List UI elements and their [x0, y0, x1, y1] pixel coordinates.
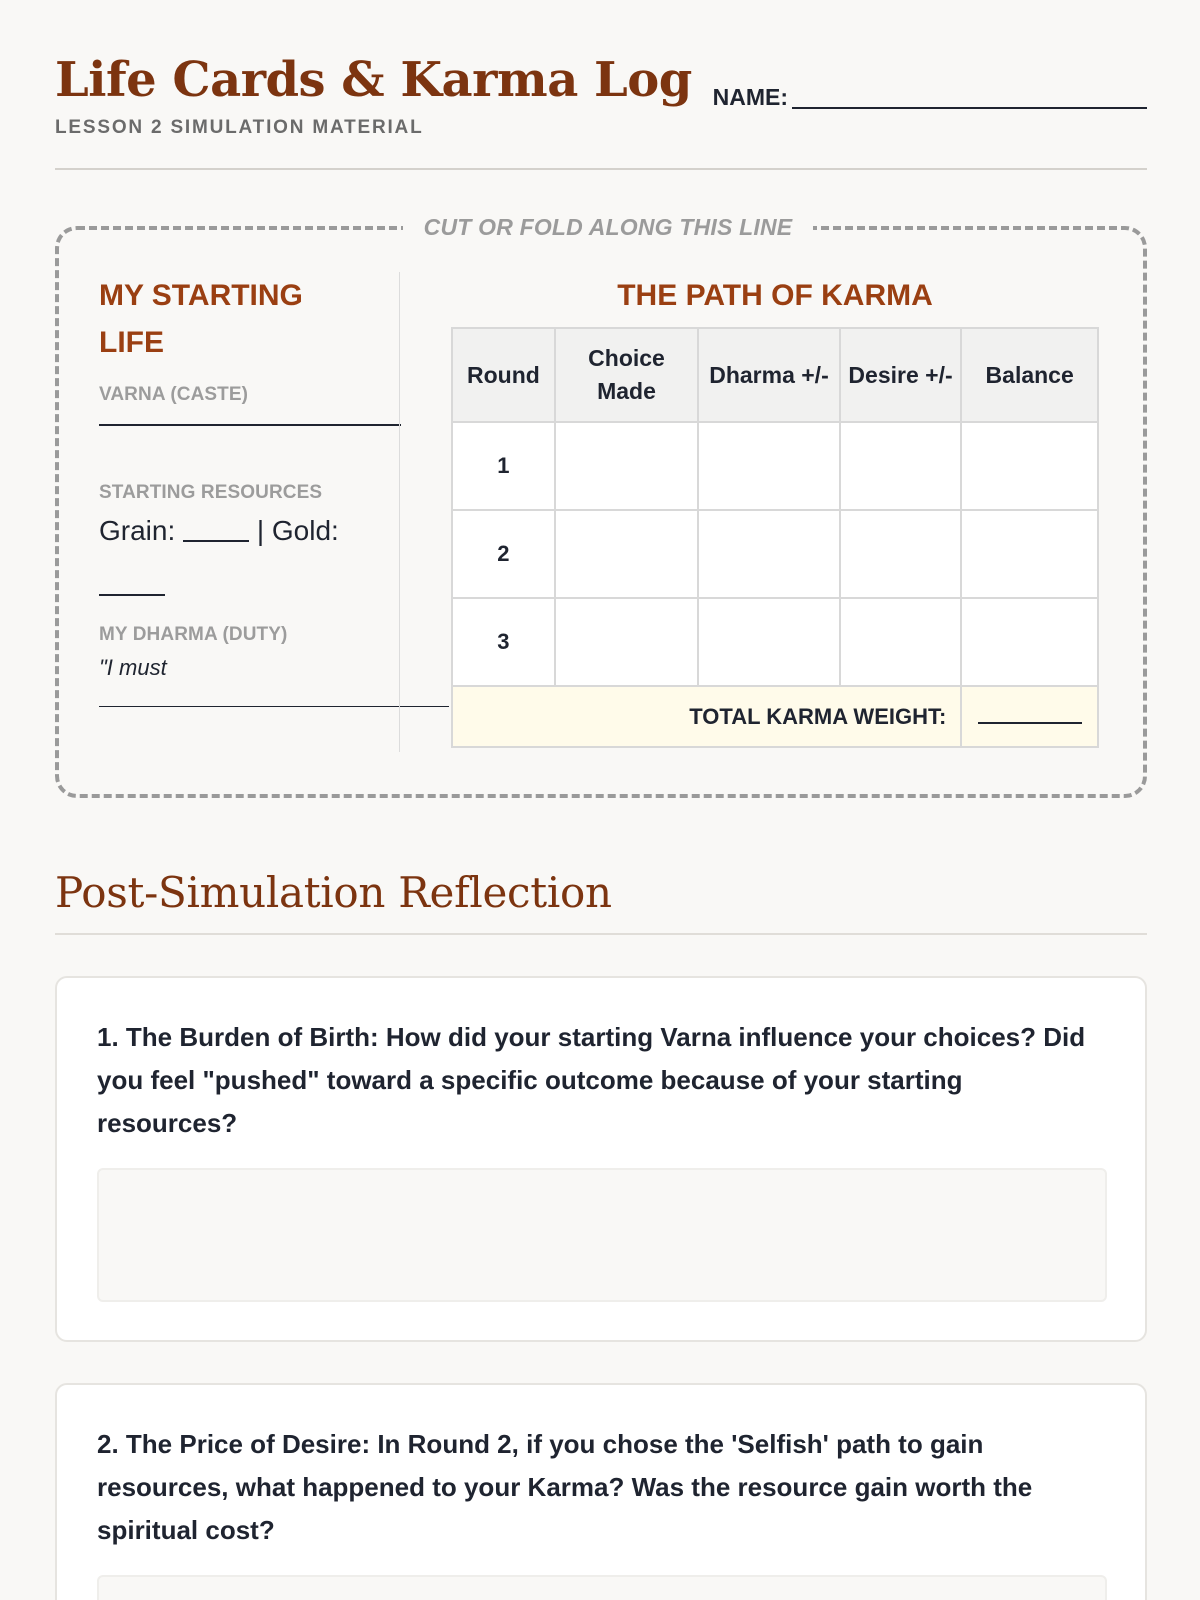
cut-line-label: CUT OR FOLD ALONG THIS LINE [403, 210, 813, 244]
header-choice-made: Choice Made [555, 328, 698, 422]
round-number: 2 [452, 510, 555, 598]
name-field[interactable] [713, 84, 1147, 111]
page-header [55, 0, 1147, 170]
dharma-blank[interactable] [99, 706, 449, 707]
round-number: 3 [452, 598, 555, 686]
resources-label: STARTING RESOURCES [99, 482, 323, 503]
dharma-cell[interactable] [698, 598, 840, 686]
page-subtitle: LESSON 2 SIMULATION MATERIAL [55, 117, 424, 138]
answer-box[interactable] [97, 1168, 1107, 1302]
starting-life-panel [99, 272, 399, 744]
karma-path-panel [451, 272, 1099, 748]
worksheet-page [55, 0, 1147, 1545]
choice-cell[interactable] [555, 598, 698, 686]
resources-line [99, 504, 399, 612]
table-row [452, 510, 1098, 598]
dharma-cell[interactable] [698, 510, 840, 598]
page-title: Life Cards & Karma Log [55, 52, 692, 108]
question-text: 1. The Burden of Birth: How did your starting Varna influence your choices? Did you feel "pushed" toward a specific outcome because of your starting resources? [97, 1022, 1086, 1138]
gold-blank[interactable] [99, 574, 165, 596]
round-number: 1 [452, 422, 555, 510]
question-card [55, 1383, 1147, 1600]
desire-cell[interactable] [840, 510, 962, 598]
balance-cell[interactable] [961, 598, 1098, 686]
total-row [452, 686, 1098, 747]
total-karma-line [978, 706, 1082, 724]
varna-blank[interactable] [99, 424, 401, 426]
choice-cell[interactable] [555, 510, 698, 598]
reflection-divider [55, 933, 1147, 935]
cut-box [55, 214, 1147, 798]
question-text: 2. The Price of Desire: In Round 2, if you chose the 'Selfish' path to gain resources, what happened to your Karma? Was the resource gain worth the spiritual cost? [97, 1429, 1033, 1545]
column-divider [399, 272, 400, 752]
gold-label: Gold: [271, 515, 339, 546]
dharma-cell[interactable] [698, 422, 840, 510]
name-line[interactable] [792, 89, 1147, 109]
header-balance: Balance [961, 328, 1098, 422]
total-karma-label: TOTAL KARMA WEIGHT: [452, 686, 961, 747]
answer-box[interactable] [97, 1575, 1107, 1600]
desire-cell[interactable] [840, 422, 962, 510]
balance-cell[interactable] [961, 510, 1098, 598]
name-label: NAME: [712, 84, 788, 110]
balance-cell[interactable] [961, 422, 1098, 510]
desire-cell[interactable] [840, 598, 962, 686]
header-round: Round [452, 328, 555, 422]
table-row [452, 422, 1098, 510]
starting-life-title: MY STARTING LIFE [99, 279, 303, 359]
header-desire: Desire +/- [840, 328, 962, 422]
table-row [452, 598, 1098, 686]
header-dharma: Dharma +/- [698, 328, 840, 422]
grain-blank[interactable] [183, 520, 249, 542]
choice-cell[interactable] [555, 422, 698, 510]
dharma-label: MY DHARMA (DUTY) [99, 624, 288, 645]
question-card [55, 976, 1147, 1342]
reflection-title: Post-Simulation Reflection [55, 868, 612, 917]
karma-path-title: THE PATH OF KARMA [617, 279, 933, 312]
grain-label: Grain: [99, 515, 176, 546]
total-karma-blank[interactable] [961, 686, 1098, 747]
resources-separator: | [256, 515, 265, 546]
varna-label: VARNA (CASTE) [99, 384, 249, 405]
dharma-prompt: "I must [99, 655, 167, 680]
karma-table-header [452, 328, 1098, 422]
karma-table [451, 327, 1099, 748]
